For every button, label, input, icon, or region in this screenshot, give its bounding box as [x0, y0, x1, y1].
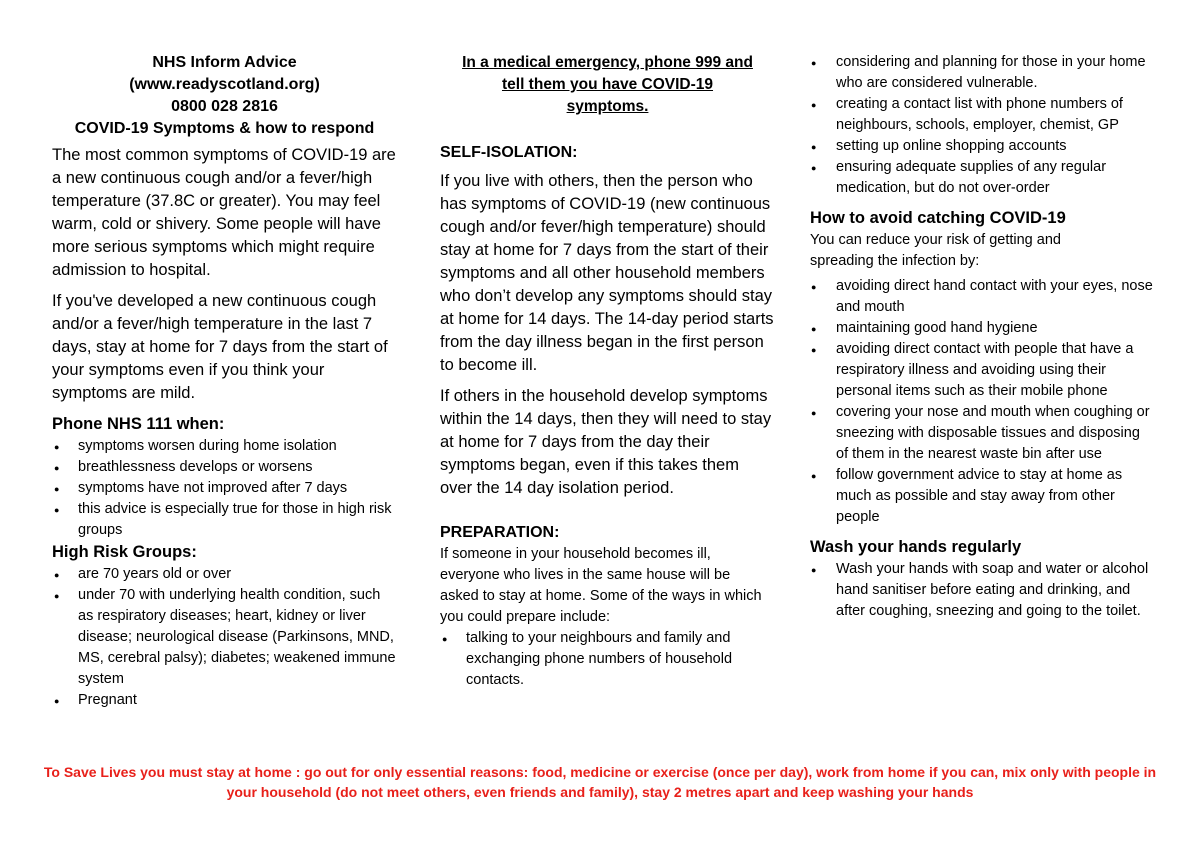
column-prevention: [810, 52, 1155, 622]
emergency-line: tell them you have COVID-19: [501, 76, 714, 93]
symptoms-advice: If you've developed a new continuous cough and/or a fever/high temperature in the last 7 days, stay at home for 7 days from the start of your symptoms even if you think your symptoms are mild.: [52, 292, 388, 402]
avoid-list: [810, 276, 1155, 528]
list-item: ● avoiding direct contact with people that have a respiratory illness and avoiding using their personal items such as their mobile phone: [810, 339, 1155, 402]
isolation-paragraph: If you live with others, then the person who has symptoms of COVID-19 (new continuous cough and/or fever/high temperature) should stay at home for 7 days from the start of their symptoms and all other household members who don’t develop any symptoms should stay at home for 14 days. The 14-day period starts from the day illness began in the first person to become ill.: [440, 172, 774, 374]
list-item: ● considering and planning for those in your home who are considered vulnerable.: [810, 52, 1155, 94]
wash-heading: Wash your hands regularly: [810, 538, 1022, 556]
preparation-text: If someone in your household becomes ill, everyone who lives in the same house will be asked to stay at home. Some of the ways in which you could prepare include:: [440, 546, 762, 625]
preparation-list-continued: [810, 52, 1155, 199]
list-item: ● symptoms have not improved after 7 days: [52, 478, 397, 499]
list-item: ● covering your nose and mouth when coughing or sneezing with disposable tissues and disposing of them in the nearest waste bin after use: [810, 402, 1155, 465]
header-website: (www.readyscotland.org): [129, 76, 320, 93]
list-item: ● are 70 years old or over: [52, 564, 397, 585]
wash-list: [810, 559, 1155, 622]
list-item: ● breathlessness develops or worsens: [52, 457, 397, 478]
isolation-heading: SELF-ISOLATION:: [440, 144, 578, 161]
list-item: ● talking to your neighbours and family and exchanging phone numbers of household contacts.: [440, 628, 775, 691]
header-title: NHS Inform Advice: [152, 54, 297, 71]
list-item: ● follow government advice to stay at home as much as possible and stay away from other people: [810, 465, 1155, 528]
column-symptoms: [52, 52, 397, 711]
preparation-list: [440, 628, 775, 691]
list-item: ● Pregnant: [52, 690, 397, 711]
list-item: ● under 70 with underlying health condition, such as respiratory diseases; heart, kidney or liver disease; neurological disease (Parkinsons, MND, MS, cerebral palsy); diabetes; weakened immune system: [52, 585, 397, 690]
header-subtitle: COVID-19 Symptoms & how to respond: [74, 120, 375, 137]
emergency-notice: [440, 52, 775, 118]
list-item: ● Wash your hands with soap and water or alcohol hand sanitiser before eating and drinking, and after coughing, sneezing and going to the toilet.: [810, 559, 1155, 622]
list-item: ● avoiding direct hand contact with your eyes, nose and mouth: [810, 276, 1155, 318]
symptoms-intro: The most common symptoms of COVID-19 are a new continuous cough and/or a fever/high temperature (37.8C or greater). You may feel warm, cold or shivery. Some people will have more serious symptoms which might require admission to hospital.: [52, 146, 396, 279]
preparation-heading: PREPARATION:: [440, 524, 560, 541]
column-isolation: [440, 52, 775, 691]
avoid-heading: How to avoid catching COVID-19: [810, 209, 1066, 227]
list-item: ● maintaining good hand hygiene: [810, 318, 1155, 339]
list-item: ● symptoms worsen during home isolation: [52, 436, 397, 457]
phone-list: [52, 436, 397, 541]
list-item: ● ensuring adequate supplies of any regular medication, but do not over-order: [810, 157, 1155, 199]
list-item: ● this advice is especially true for those in high risk groups: [52, 499, 397, 541]
footer-warning: To Save Lives you must stay at home : go out for only essential reasons: food, medicine or exercise (once per day), work from home if you can, mix only with people in your household (do not meet others, even friends and family), stay 2 metres apart and keep washing your hands: [43, 764, 1157, 800]
risk-list: [52, 564, 397, 711]
list-item: ● setting up online shopping accounts: [810, 136, 1155, 157]
risk-heading: High Risk Groups:: [52, 543, 197, 561]
info-header: [52, 52, 397, 140]
header-phone: 0800 028 2816: [171, 98, 278, 115]
isolation-paragraph: If others in the household develop symptoms within the 14 days, then they will need to stay at home for 7 days from the day their symptoms began, even if this takes them over the 14 day isolation period.: [440, 387, 772, 497]
phone-heading: Phone NHS 111 when:: [52, 415, 225, 433]
list-item: ● creating a contact list with phone numbers of neighbours, schools, employer, chemist, GP: [810, 94, 1155, 136]
avoid-text: You can reduce your risk of getting and spreading the infection by:: [810, 232, 1061, 269]
emergency-line: In a medical emergency, phone 999 and: [462, 54, 753, 71]
emergency-line: symptoms.: [566, 98, 649, 115]
